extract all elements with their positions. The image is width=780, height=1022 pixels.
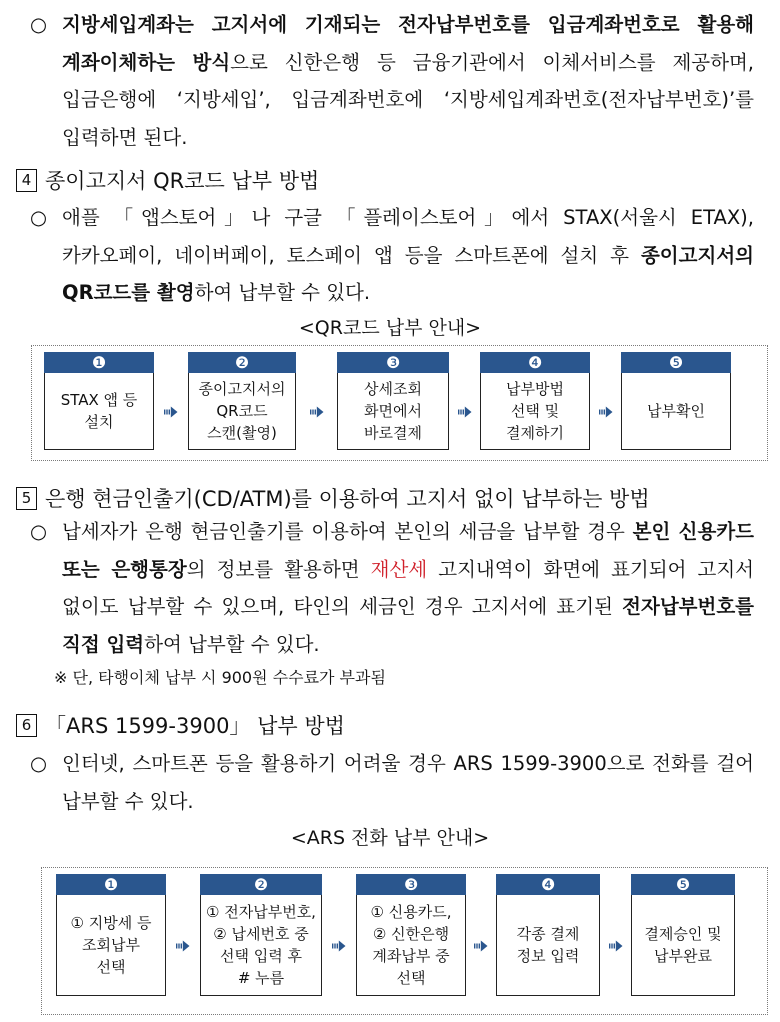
section-4-heading (16, 166, 319, 196)
step-description: ① 전자납부번호, ② 납세번호 중 선택 입력 후 # 누름 (200, 895, 322, 996)
intro-paragraph (30, 6, 754, 156)
section-title: 은행 현금인출기(CD/ATM)를 이용하여 고지서 없이 납부하는 방법 (45, 487, 650, 511)
step-number: ❹ (480, 352, 590, 373)
flow-step (496, 874, 600, 996)
body-text: 하여 납부할 수 있다. (194, 281, 371, 304)
arrow-right-icon (599, 406, 613, 418)
step-number: ❷ (200, 874, 322, 895)
step-description: 납부확인 (621, 373, 731, 450)
step-description: 납부방법 선택 및 결제하기 (480, 373, 590, 450)
step-description: 결제승인 및 납부완료 (631, 895, 735, 996)
flow-step (44, 352, 154, 450)
section-6-paragraph (30, 745, 754, 820)
flow-step (356, 874, 466, 996)
bullet: ○ (30, 13, 48, 36)
step-number: ❷ (188, 352, 296, 373)
section-6-text (62, 745, 754, 820)
qr-flow-caption: <QR코드 납부 안내> (298, 317, 482, 339)
section-title: 종이고지서 QR코드 납부 방법 (45, 169, 320, 193)
step-number: ❺ (631, 874, 735, 895)
body-text: 의 정보를 활용하면 (186, 557, 371, 581)
step-description: STAX 앱 등 설치 (44, 373, 154, 450)
section-4-text (62, 199, 754, 312)
arrow-right-icon (310, 406, 324, 418)
step-number: ❸ (337, 352, 449, 373)
flow-step (337, 352, 449, 450)
arrow-right-icon (458, 406, 472, 418)
highlight-text: 재산세 (370, 557, 428, 581)
body-text: 으로 신한은행 등 금융기관에서 이체서비스를 제공하며, 입금은행에 ‘지방세입’, 입금계좌번호에 ‘지방세입계좌번호(전자납부번호)’를 입력하면 된다. (62, 50, 754, 149)
emphasis-text: 종이고지서의 QR코드를 촬영 (62, 243, 754, 304)
bullet: ○ (30, 206, 48, 229)
section-number: 4 (16, 169, 37, 192)
fee-note: ※ 단, 타행이체 납부 시 900원 수수료가 부과됨 (54, 668, 386, 687)
flow-step (631, 874, 735, 996)
step-number: ❸ (356, 874, 466, 895)
ars-flow-caption: <ARS 전화 납부 안내> (290, 827, 490, 849)
body-text: 고지내역이 화면에 표기되어 고지서 없이도 납부할 수 있으며, 타인의 세금인 경우 고지서에 표기된 (62, 557, 755, 618)
flow-step (480, 352, 590, 450)
emphasis-text: 전자납부번호를 직접 입력 (62, 595, 754, 656)
step-description: 상세조회 화면에서 바로결제 (337, 373, 449, 450)
arrow-right-icon (176, 940, 190, 952)
flow-step (200, 874, 322, 996)
body-text: 애플 「앱스토어」나 구글 「플레이스토어」에서 STAX(서울시 ETAX), 카카오페이, 네이버페이, 토스페이 앱 등을 스마트폰에 설치 후 (62, 206, 754, 267)
flow-step (621, 352, 731, 450)
step-description: 각종 결제 정보 입력 (496, 895, 600, 996)
section-number: 5 (16, 487, 37, 510)
step-number: ❺ (621, 352, 731, 373)
bullet: ○ (30, 520, 48, 543)
arrow-right-icon (609, 940, 623, 952)
section-5-heading (16, 484, 650, 514)
arrow-right-icon (164, 406, 178, 418)
section-5-text (62, 513, 754, 663)
section-number: 6 (16, 714, 37, 737)
step-description: ① 신용카드, ② 신한은행 계좌납부 중 선택 (356, 895, 466, 996)
flow-step (188, 352, 296, 450)
intro-text (62, 6, 754, 156)
section-6-heading (16, 711, 345, 741)
section-title: 「ARS 1599-3900」 납부 방법 (45, 714, 345, 738)
step-description: 종이고지서의 QR코드 스캔(촬영) (188, 373, 296, 450)
step-description: ① 지방세 등 조회납부 선택 (56, 895, 166, 996)
step-number: ❶ (44, 352, 154, 373)
body-text: 하여 납부할 수 있다. (144, 632, 320, 656)
step-number: ❹ (496, 874, 600, 895)
body-text: 납세자가 은행 현금인출기를 이용하여 본인의 세금을 납부할 경우 (62, 520, 633, 543)
bullet: ○ (30, 752, 48, 775)
flow-step (56, 874, 166, 996)
arrow-right-icon (474, 940, 488, 952)
section-5-paragraph (30, 513, 754, 663)
arrow-right-icon (332, 940, 346, 952)
step-number: ❶ (56, 874, 166, 895)
emphasis-text: 지방세입계좌는 고지서에 기재되는 전자납부번호를 입금계좌번호로 활용해 계좌이체하는 방식 (62, 13, 754, 74)
section-4-paragraph (30, 199, 754, 312)
emphasis-text: 본인 신용카드 또는 은행통장 (62, 520, 755, 581)
body-text: 인터넷, 스마트폰 등을 활용하기 어려울 경우 ARS 1599-3900으로 전화를 걸어 납부할 수 있다. (62, 752, 754, 813)
